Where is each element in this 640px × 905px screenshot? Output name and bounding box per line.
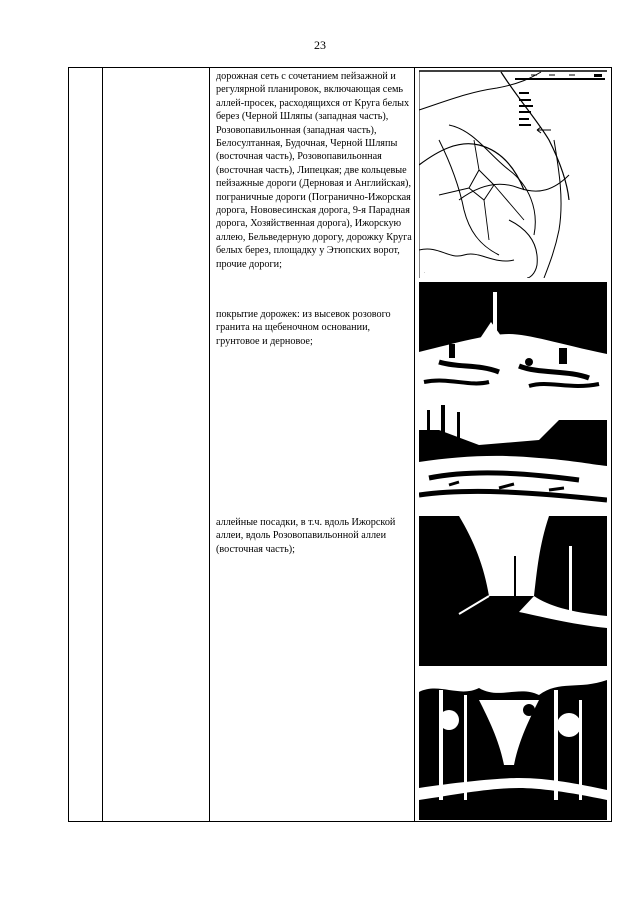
- svg-text:·: ·: [424, 270, 426, 275]
- table-cell-name: [103, 68, 210, 822]
- alley-plantings-photo-1: [419, 516, 607, 666]
- description-paragraph-road-surface: покрытие дорожек: из высевок розового гранита на щебеночном основании, грунтовое и дерновое;: [216, 309, 391, 347]
- road-surface-photo: [419, 282, 607, 396]
- alley-plantings-photo-2: [419, 670, 607, 820]
- park-plan-image: [419, 70, 607, 278]
- description-paragraph-road-network: дорожная сеть с сочетанием пейзажной и регулярной планировок, включающая семь аллей-просек, расходящихся от Круга белых берез (Черной Шляпы (западная часть), Розовопавильонная (западная часть), Белосултанная, Будочная, Черной Шляпы (восточная часть), Розовопавильонная (восточная часть), Липецкая; две кольцевые пейзажные дороги (Дерновая и Английская), пограничные дороги (Погранично-Ижорская дорога, Нововесинская дорога, 9-я Парадная дорога, Хозяйственная дорога), Ижорскую аллею, Бельведерную дорогу, дорожку Круга белых берез, площадку у Этюпских ворот, прочие дороги;: [216, 71, 412, 270]
- table-cell-description: [210, 68, 415, 822]
- table-cell-number: [69, 68, 103, 822]
- page-number: 23: [314, 38, 326, 52]
- table-cell-photos: [415, 68, 612, 822]
- document-table: [68, 67, 612, 822]
- description-paragraph-alley-plantings: аллейные посадки, в т.ч. вдоль Ижорской аллеи, вдоль Розовопавильонной аллеи (восточная часть);: [216, 517, 396, 555]
- dirt-road-photo: [419, 400, 607, 512]
